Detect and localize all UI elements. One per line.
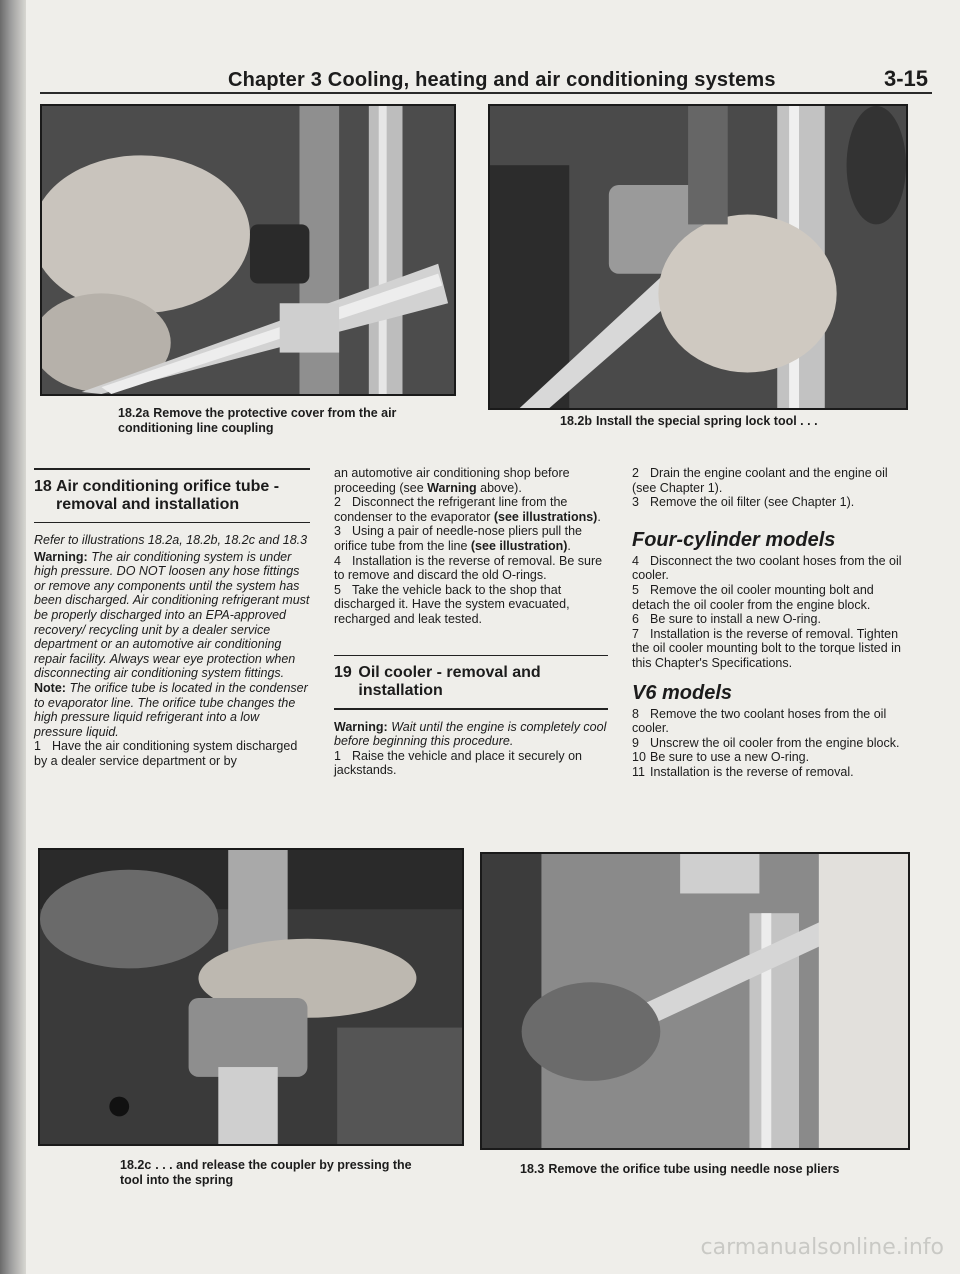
step-number: 1 bbox=[334, 748, 341, 763]
step-2 bbox=[334, 495, 608, 524]
caption-18-3 bbox=[520, 1162, 910, 1177]
section-rule bbox=[334, 708, 608, 710]
step-number: 7 bbox=[632, 626, 639, 641]
note-paragraph bbox=[34, 681, 310, 739]
step-1 bbox=[34, 739, 310, 768]
step-text: Disconnect the two coolant hoses from the oil cooler. bbox=[632, 553, 902, 583]
photo-18-2c bbox=[38, 848, 464, 1146]
section-rule bbox=[34, 468, 310, 470]
page-number: 3-15 bbox=[883, 66, 928, 91]
step-text: Installation is the reverse of removal. Tighten the oil cooler mounting bolt to the torque listed in this Chapter's Specifications. bbox=[632, 626, 901, 670]
refer-illustrations: Refer to illustrations 18.2a, 18.2b, 18.2c and 18.3 bbox=[34, 533, 308, 547]
caption-18-2a bbox=[118, 406, 418, 436]
step-bold-text: (see illustrations) bbox=[493, 509, 598, 524]
page-header bbox=[228, 58, 928, 92]
step-text: Remove the two coolant hoses from the oil cooler. bbox=[632, 706, 887, 736]
caption-18-2b bbox=[560, 414, 880, 429]
caption-18-2c bbox=[120, 1158, 420, 1188]
step-11 bbox=[632, 765, 910, 780]
step-text: Disconnect the refrigerant line from the condenser to the evaporator bbox=[334, 495, 568, 524]
step-1-continued bbox=[334, 466, 608, 495]
step-3 bbox=[632, 495, 910, 510]
warning-paragraph bbox=[34, 550, 310, 681]
step-2 bbox=[632, 466, 910, 495]
header-rule bbox=[40, 92, 932, 94]
section-18-heading bbox=[34, 472, 310, 520]
warning-label: Warning: bbox=[334, 719, 388, 734]
step-text: Have the air conditioning system discharged by a dealer service department or by bbox=[34, 739, 298, 768]
step-text: above). bbox=[476, 480, 522, 495]
step-number: 4 bbox=[334, 553, 341, 568]
photo-18-3-image bbox=[482, 854, 908, 1148]
step-number: 6 bbox=[632, 612, 639, 627]
step-number: 2 bbox=[334, 495, 341, 510]
step-8 bbox=[632, 707, 910, 736]
four-cylinder-heading: Four-cylinder models bbox=[632, 528, 836, 551]
section-rule bbox=[334, 655, 608, 657]
caption-text: Remove the protective cover from the air conditioning line coupling bbox=[118, 406, 397, 435]
warning-text: The air conditioning system is under high pressure. DO NOT loosen any hose fittings or remove any components until the system has been discharged. Air conditioning refrigerant must be properly discharged into an EPA-approved recovery/ recycling unit by a dealer service department or an automotive air conditioning repair facility. Always wear eye protection when disconnecting air conditioning system fittings. bbox=[34, 549, 310, 681]
step-number: 10 bbox=[632, 750, 646, 765]
column-3 bbox=[632, 466, 910, 780]
note-label: Note: bbox=[34, 680, 66, 695]
step-text: Using a pair of needle-nose pliers pull the orifice tube from the line bbox=[334, 524, 582, 553]
step-5 bbox=[334, 583, 608, 627]
warning-text: Wait until the engine is completely cool before beginning this procedure. bbox=[334, 719, 607, 749]
caption-number: 18.3 bbox=[520, 1162, 545, 1176]
section-title: Air conditioning orifice tube - removal and installation bbox=[56, 477, 280, 513]
chapter-title: Chapter 3 Cooling, heating and air conditioning systems bbox=[228, 69, 776, 91]
step-4 bbox=[334, 554, 608, 583]
step-5 bbox=[632, 583, 910, 612]
section-rule bbox=[34, 522, 310, 524]
step-6 bbox=[632, 612, 910, 627]
step-text: Drain the engine coolant and the engine oil (see Chapter 1). bbox=[632, 466, 888, 495]
caption-number: 18.2b bbox=[560, 414, 592, 428]
step-number: 4 bbox=[632, 553, 639, 568]
step-10 bbox=[632, 750, 910, 765]
page-spine-shadow bbox=[0, 0, 26, 1274]
step-text: Installation is the reverse of removal. bbox=[650, 764, 854, 779]
step-text: Installation is the reverse of removal. Be sure to remove and discard the old O-rings. bbox=[334, 553, 603, 583]
step-number: 3 bbox=[334, 524, 341, 539]
step-number: 8 bbox=[632, 706, 639, 721]
section-19-heading bbox=[334, 658, 608, 706]
step-text: Take the vehicle back to the shop that discharged it. Have the system evacuated, recharged and leak tested. bbox=[334, 582, 570, 626]
caption-number: 18.2c bbox=[120, 1158, 152, 1172]
caption-text: Install the special spring lock tool . . . bbox=[595, 414, 818, 428]
step-number: 9 bbox=[632, 735, 639, 750]
step-text: . bbox=[567, 538, 571, 553]
section-title: Oil cooler - removal and installation bbox=[358, 664, 541, 700]
step-number: 5 bbox=[334, 582, 341, 597]
step-text: Remove the oil cooler mounting bolt and detach the oil cooler from the engine block. bbox=[632, 582, 874, 612]
warning-label: Warning: bbox=[34, 549, 88, 564]
step-text: Unscrew the oil cooler from the engine block. bbox=[650, 735, 900, 750]
column-2 bbox=[334, 466, 608, 778]
step-text: . bbox=[597, 509, 601, 524]
site-watermark: carmanualsonline.info bbox=[700, 1235, 944, 1260]
step-text: an automotive air conditioning shop before proceeding (see bbox=[334, 466, 570, 495]
step-3 bbox=[334, 524, 608, 553]
step-number: 11 bbox=[632, 764, 645, 779]
photo-18-2a-image bbox=[42, 106, 454, 394]
caption-text: Remove the orifice tube using needle nose pliers bbox=[548, 1162, 840, 1176]
photo-18-2c-image bbox=[40, 850, 462, 1144]
step-number: 2 bbox=[632, 466, 639, 480]
step-number: 3 bbox=[632, 495, 639, 510]
step-number: 1 bbox=[34, 739, 41, 754]
step-bold-text: (see illustration) bbox=[470, 538, 568, 553]
step-4 bbox=[632, 554, 910, 583]
caption-text: . . . and release the coupler by pressing the tool into the spring bbox=[120, 1158, 412, 1187]
step-7 bbox=[632, 627, 910, 671]
warning-paragraph bbox=[334, 720, 608, 749]
step-text: Be sure to install a new O-ring. bbox=[650, 612, 821, 627]
photo-18-2b-image bbox=[490, 106, 906, 408]
v6-heading: V6 models bbox=[632, 681, 733, 704]
step-bold-text: Warning bbox=[427, 480, 477, 495]
photo-18-2b bbox=[488, 104, 908, 410]
step-1 bbox=[334, 749, 608, 778]
step-text: Be sure to use a new O-ring. bbox=[650, 750, 810, 765]
step-text: Remove the oil filter (see Chapter 1). bbox=[650, 495, 855, 510]
photo-18-2a bbox=[40, 104, 456, 396]
note-text: The orifice tube is located in the condenser to evaporator line. The orifice tube changes the high pressure liquid refrigerant into a low pressure liquid. bbox=[34, 680, 308, 739]
column-1 bbox=[34, 466, 310, 769]
photo-18-3 bbox=[480, 852, 910, 1150]
step-number: 5 bbox=[632, 582, 639, 597]
caption-number: 18.2a bbox=[118, 406, 150, 420]
section-number: 19 bbox=[334, 664, 352, 682]
step-text: Raise the vehicle and place it securely on jackstands. bbox=[334, 748, 582, 778]
step-9 bbox=[632, 736, 910, 751]
section-number: 18 bbox=[34, 477, 52, 495]
